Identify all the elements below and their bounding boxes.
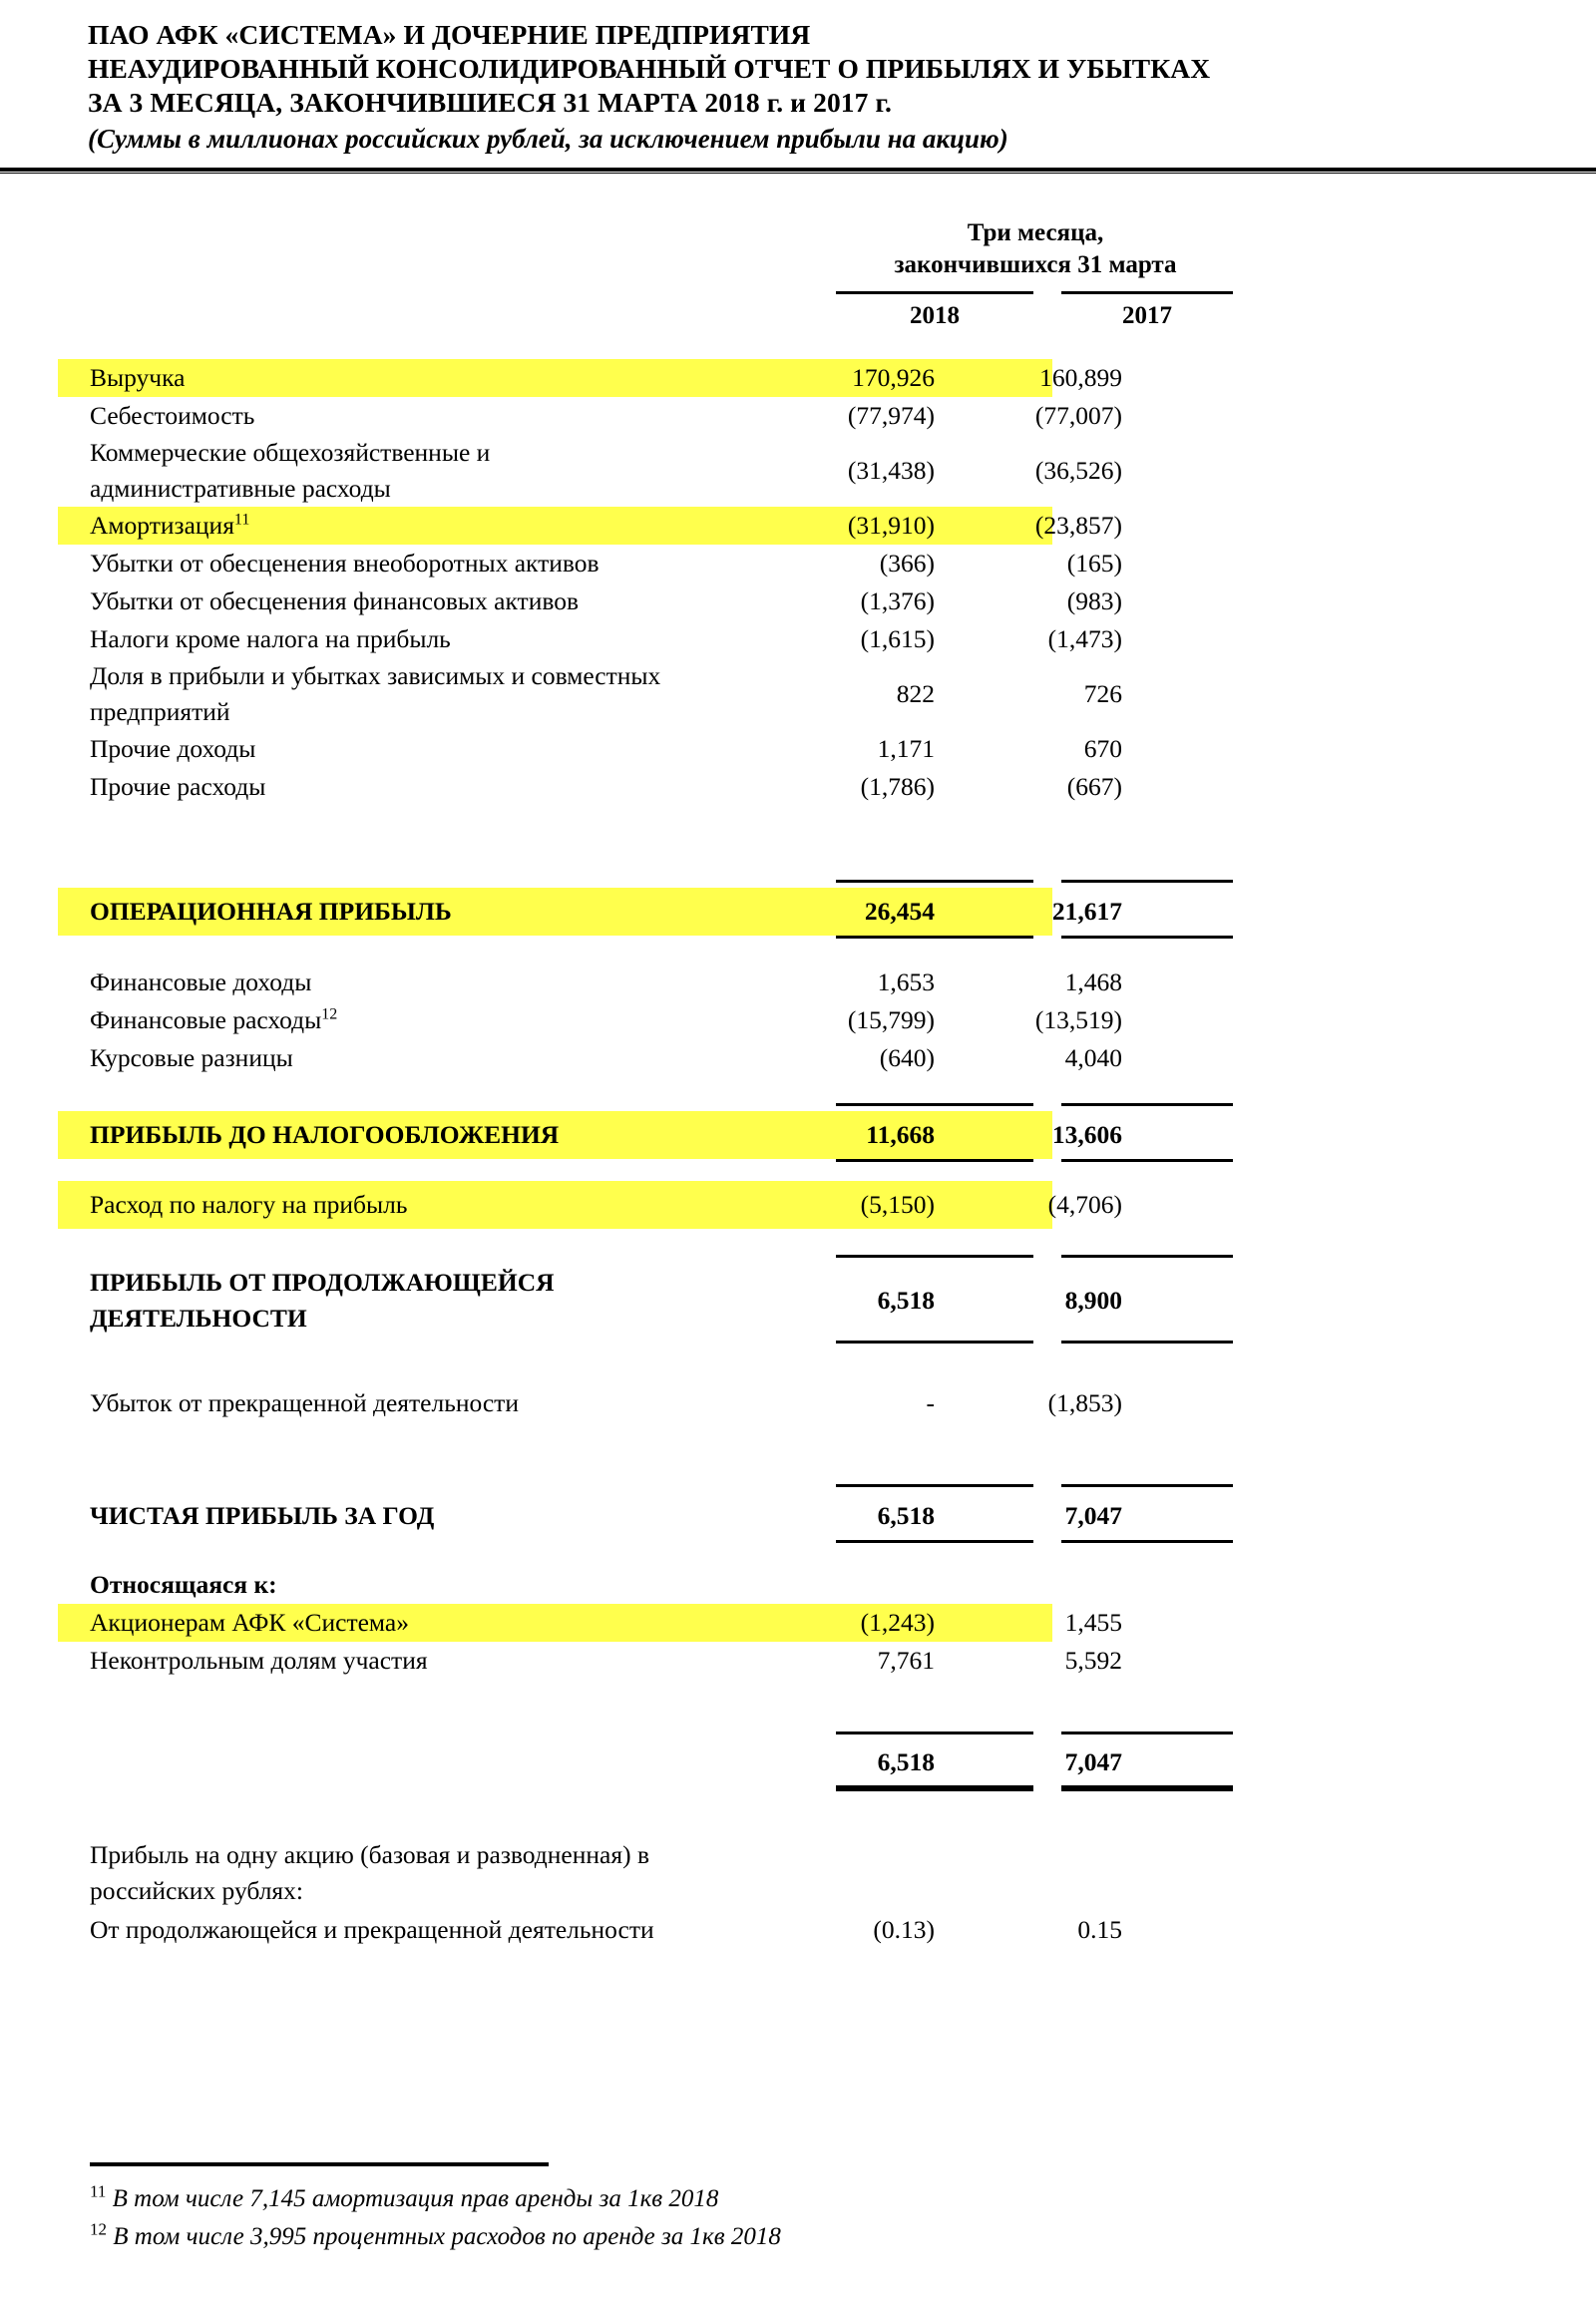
rule-2018 — [836, 880, 1033, 883]
row-value-2018: 6,518 — [877, 1747, 935, 1776]
row-label: ЧИСТАЯ ПРИБЫЛЬ ЗА ГОД — [90, 1501, 435, 1530]
row-label-line-1: Коммерческие общехозяйственные и — [90, 438, 491, 467]
row-label-text: Финансовые расходы — [90, 1005, 322, 1034]
table-row-finance-income — [0, 963, 1596, 1001]
rule-2018 — [836, 1341, 1033, 1344]
table-row-eps-value — [0, 1911, 1596, 1949]
row-value-2017: (4,706) — [1047, 1190, 1122, 1219]
table-row-revenue — [0, 359, 1596, 397]
section-gap — [0, 1793, 1596, 1835]
table-row-net-profit — [0, 1492, 1596, 1540]
rule-2017 — [1061, 1159, 1233, 1162]
table-row-profit-continuing-operations — [0, 1261, 1596, 1341]
rule-2017 — [1061, 1540, 1233, 1543]
row-label: Курсовые разницы — [90, 1043, 293, 1072]
table-row-impairment-noncurrent — [0, 545, 1596, 582]
section-gap — [0, 1229, 1596, 1255]
row-value-2018: (1,786) — [860, 772, 935, 801]
row-value-2017: 1,455 — [1064, 1608, 1122, 1637]
section-gap — [0, 1341, 1596, 1384]
document-title-line-2: НЕАУДИРОВАННЫЙ КОНСОЛИДИРОВАННЫЙ ОТЧЕТ О ПРИБЫЛЯХ И УБЫТКАХ — [88, 53, 1211, 84]
row-label-line-2: российских рублях: — [90, 1876, 303, 1905]
row-label: От продолжающейся и прекращенной деятельности — [90, 1915, 654, 1944]
row-label: Расход по налогу на прибыль — [90, 1190, 408, 1219]
document-title-line-1: ПАО АФК «СИСТЕМА» И ДОЧЕРНИЕ ПРЕДПРИЯТИЯ — [88, 19, 811, 50]
row-value-2017: 726 — [1083, 679, 1122, 708]
rule-2017 — [1061, 1785, 1233, 1791]
row-label-line-1: Доля в прибыли и убытках зависимых и совместных — [90, 661, 661, 690]
section-gap — [0, 1159, 1596, 1181]
section-gap — [0, 806, 1596, 880]
column-header-2017: 2017 — [1061, 291, 1233, 330]
row-value-2017: 5,592 — [1064, 1646, 1122, 1675]
double-rule-below-grand-total — [0, 1785, 1596, 1793]
row-value-2018: 6,518 — [877, 1286, 935, 1315]
table-row-grand-total — [0, 1739, 1596, 1785]
row-value-2017: 21,617 — [1051, 897, 1122, 926]
row-label — [0, 1837, 778, 1909]
table-row-sga — [0, 435, 1596, 507]
row-label: ОПЕРАЦИОННАЯ ПРИБЫЛЬ — [90, 897, 452, 926]
row-label: Финансовые доходы — [90, 967, 312, 996]
row-label — [0, 658, 778, 730]
table-row-profit-before-tax — [0, 1111, 1596, 1159]
row-value-2017: 1,468 — [1064, 967, 1122, 996]
row-value-2018: 1,171 — [877, 734, 935, 763]
rule-2017 — [1061, 880, 1233, 883]
rule-2018 — [836, 936, 1033, 939]
footnote-marker: 11 — [90, 2181, 107, 2201]
row-label: Акционерам АФК «Система» — [90, 1608, 409, 1637]
table-row-discontinued-operations — [0, 1384, 1596, 1422]
row-label-text: Амортизация — [90, 511, 234, 540]
row-value-2018: (1,243) — [860, 1608, 935, 1637]
row-label-line-2: ДЕЯТЕЛЬНОСТИ — [90, 1304, 307, 1333]
table-row-other-taxes — [0, 620, 1596, 658]
table-row-cost-of-sales — [0, 397, 1596, 435]
footnote-11 — [90, 2180, 1596, 2218]
section-gap — [0, 1422, 1596, 1484]
row-label: Выручка — [90, 363, 186, 392]
footnote-separator — [90, 2162, 549, 2166]
rule-2018 — [836, 1540, 1033, 1543]
document-subtitle: (Суммы в миллионах российских рублей, за исключением прибыли на акцию) — [88, 124, 1008, 154]
row-value-2018: (15,799) — [847, 1005, 935, 1034]
row-value-2017: (667) — [1066, 772, 1122, 801]
section-gap — [0, 1680, 1596, 1731]
row-value-2018: (0.13) — [873, 1915, 935, 1944]
row-label — [0, 508, 778, 544]
row-label: Налоги кроме налога на прибыль — [90, 624, 451, 653]
table-row-attributable-nci — [0, 1642, 1596, 1680]
row-value-2017: (1,473) — [1047, 624, 1122, 653]
row-value-2018: (1,376) — [860, 586, 935, 615]
row-value-2018: - — [926, 1388, 935, 1417]
row-value-2017: 4,040 — [1064, 1043, 1122, 1072]
row-value-2017: 7,047 — [1064, 1747, 1122, 1776]
row-value-2017: (77,007) — [1034, 401, 1122, 430]
table-row-depreciation — [0, 507, 1596, 545]
rule-2017 — [1061, 1484, 1233, 1487]
table-row-attributable-heading — [0, 1566, 1596, 1604]
row-label: Себестоимость — [90, 401, 255, 430]
footnote-marker-12: 12 — [321, 1005, 338, 1023]
table-row-impairment-financial — [0, 582, 1596, 620]
table-row-operating-profit — [0, 888, 1596, 936]
footnote-text: В том числе 3,995 процентных расходов по аренде за 1кв 2018 — [113, 2223, 781, 2250]
rule-2017 — [1061, 1103, 1233, 1106]
footnotes-section — [0, 2162, 1596, 2256]
table-row-eps-heading — [0, 1835, 1596, 1911]
period-heading — [836, 217, 1235, 281]
footnote-12 — [90, 2218, 1596, 2256]
row-value-2017: (36,526) — [1034, 456, 1122, 485]
table-row-finance-costs — [0, 1001, 1596, 1039]
row-value-2018: 6,518 — [877, 1501, 935, 1530]
footnote-marker-11: 11 — [233, 511, 250, 529]
row-value-2018: (640) — [879, 1043, 935, 1072]
row-value-2017: (23,857) — [1034, 511, 1122, 540]
document-header — [0, 0, 1596, 164]
rule-2018 — [836, 1159, 1033, 1162]
row-label: Убытки от обесценения финансовых активов — [90, 586, 579, 615]
section-gap — [0, 1077, 1596, 1103]
row-label-line-2: предприятий — [90, 697, 230, 726]
row-label-line-1: Прибыль на одну акцию (базовая и разводненная) в — [90, 1840, 649, 1869]
row-value-2018: 11,668 — [866, 1120, 935, 1149]
row-value-2017: 13,606 — [1051, 1120, 1122, 1149]
row-value-2018: (366) — [879, 549, 935, 577]
row-value-2017: (165) — [1066, 549, 1122, 577]
row-value-2017: 7,047 — [1064, 1501, 1122, 1530]
row-value-2018: 170,926 — [852, 363, 935, 392]
row-value-2017: (1,853) — [1047, 1388, 1122, 1417]
table-row-fx-differences — [0, 1039, 1596, 1077]
column-header-2018: 2018 — [836, 291, 1033, 330]
row-value-2017: (983) — [1066, 586, 1122, 615]
rule-2018 — [836, 1785, 1033, 1791]
row-label — [0, 435, 778, 507]
rule-2018 — [836, 1731, 1033, 1734]
row-label: Относящаяся к: — [90, 1570, 277, 1599]
rule-2018 — [836, 1103, 1033, 1106]
row-label-line-2: административные расходы — [90, 474, 391, 503]
rule-2017 — [1061, 1255, 1233, 1258]
row-value-2018: 822 — [896, 679, 935, 708]
document-title-line-3: ЗА 3 МЕСЯЦА, ЗАКОНЧИВШИЕСЯ 31 МАРТА 2018 г. и 2017 г. — [88, 87, 892, 118]
row-value-2017: 0.15 — [1077, 1915, 1122, 1944]
table-column-header — [0, 217, 1596, 337]
period-heading-line-2: закончившихся 31 марта — [894, 251, 1177, 278]
row-value-2018: (31,438) — [847, 456, 935, 485]
table-row-income-tax — [0, 1181, 1596, 1229]
section-gap — [0, 1540, 1596, 1566]
section-gap — [0, 936, 1596, 963]
row-label: Прочие доходы — [90, 734, 256, 763]
row-label: Убытки от обесценения внеоборотных активов — [90, 549, 599, 577]
rule-2017 — [1061, 1341, 1233, 1344]
row-label: Убыток от прекращенной деятельности — [90, 1388, 519, 1417]
row-value-2018: (1,615) — [860, 624, 935, 653]
row-value-2018: 7,761 — [877, 1646, 935, 1675]
table-row-other-income — [0, 730, 1596, 768]
row-label: Неконтрольным долям участия — [90, 1646, 428, 1675]
row-label: Прочие расходы — [90, 772, 266, 801]
period-heading-line-1: Три месяца, — [967, 219, 1104, 246]
row-value-2018: (31,910) — [847, 511, 935, 540]
table-row-other-expense — [0, 768, 1596, 806]
footnote-text: В том числе 7,145 амортизация прав аренды за 1кв 2018 — [112, 2185, 719, 2212]
row-value-2018: 1,653 — [877, 967, 935, 996]
row-value-2018: (77,974) — [847, 401, 935, 430]
rule-2018 — [836, 1255, 1033, 1258]
rule-2017 — [1061, 936, 1233, 939]
table-row-attributable-shareholders — [0, 1604, 1596, 1642]
row-value-2017: 160,899 — [1039, 363, 1122, 392]
row-value-2017: (13,519) — [1034, 1005, 1122, 1034]
footnote-marker: 12 — [90, 2219, 107, 2239]
rule-2017 — [1061, 1731, 1233, 1734]
row-value-2017: 670 — [1083, 734, 1122, 763]
row-label — [0, 1002, 778, 1038]
row-label-line-1: ПРИБЫЛЬ ОТ ПРОДОЛЖАЮЩЕЙСЯ — [90, 1268, 555, 1297]
row-value-2018: 26,454 — [864, 897, 935, 926]
row-label — [0, 1265, 778, 1337]
row-label: ПРИБЫЛЬ ДО НАЛОГООБЛОЖЕНИЯ — [90, 1120, 560, 1149]
table-row-equity-method — [0, 658, 1596, 730]
header-divider — [0, 168, 1596, 174]
row-value-2017: 8,900 — [1064, 1286, 1122, 1315]
rule-2018 — [836, 1484, 1033, 1487]
income-statement-table — [0, 359, 1596, 1949]
row-value-2018: (5,150) — [860, 1190, 935, 1219]
